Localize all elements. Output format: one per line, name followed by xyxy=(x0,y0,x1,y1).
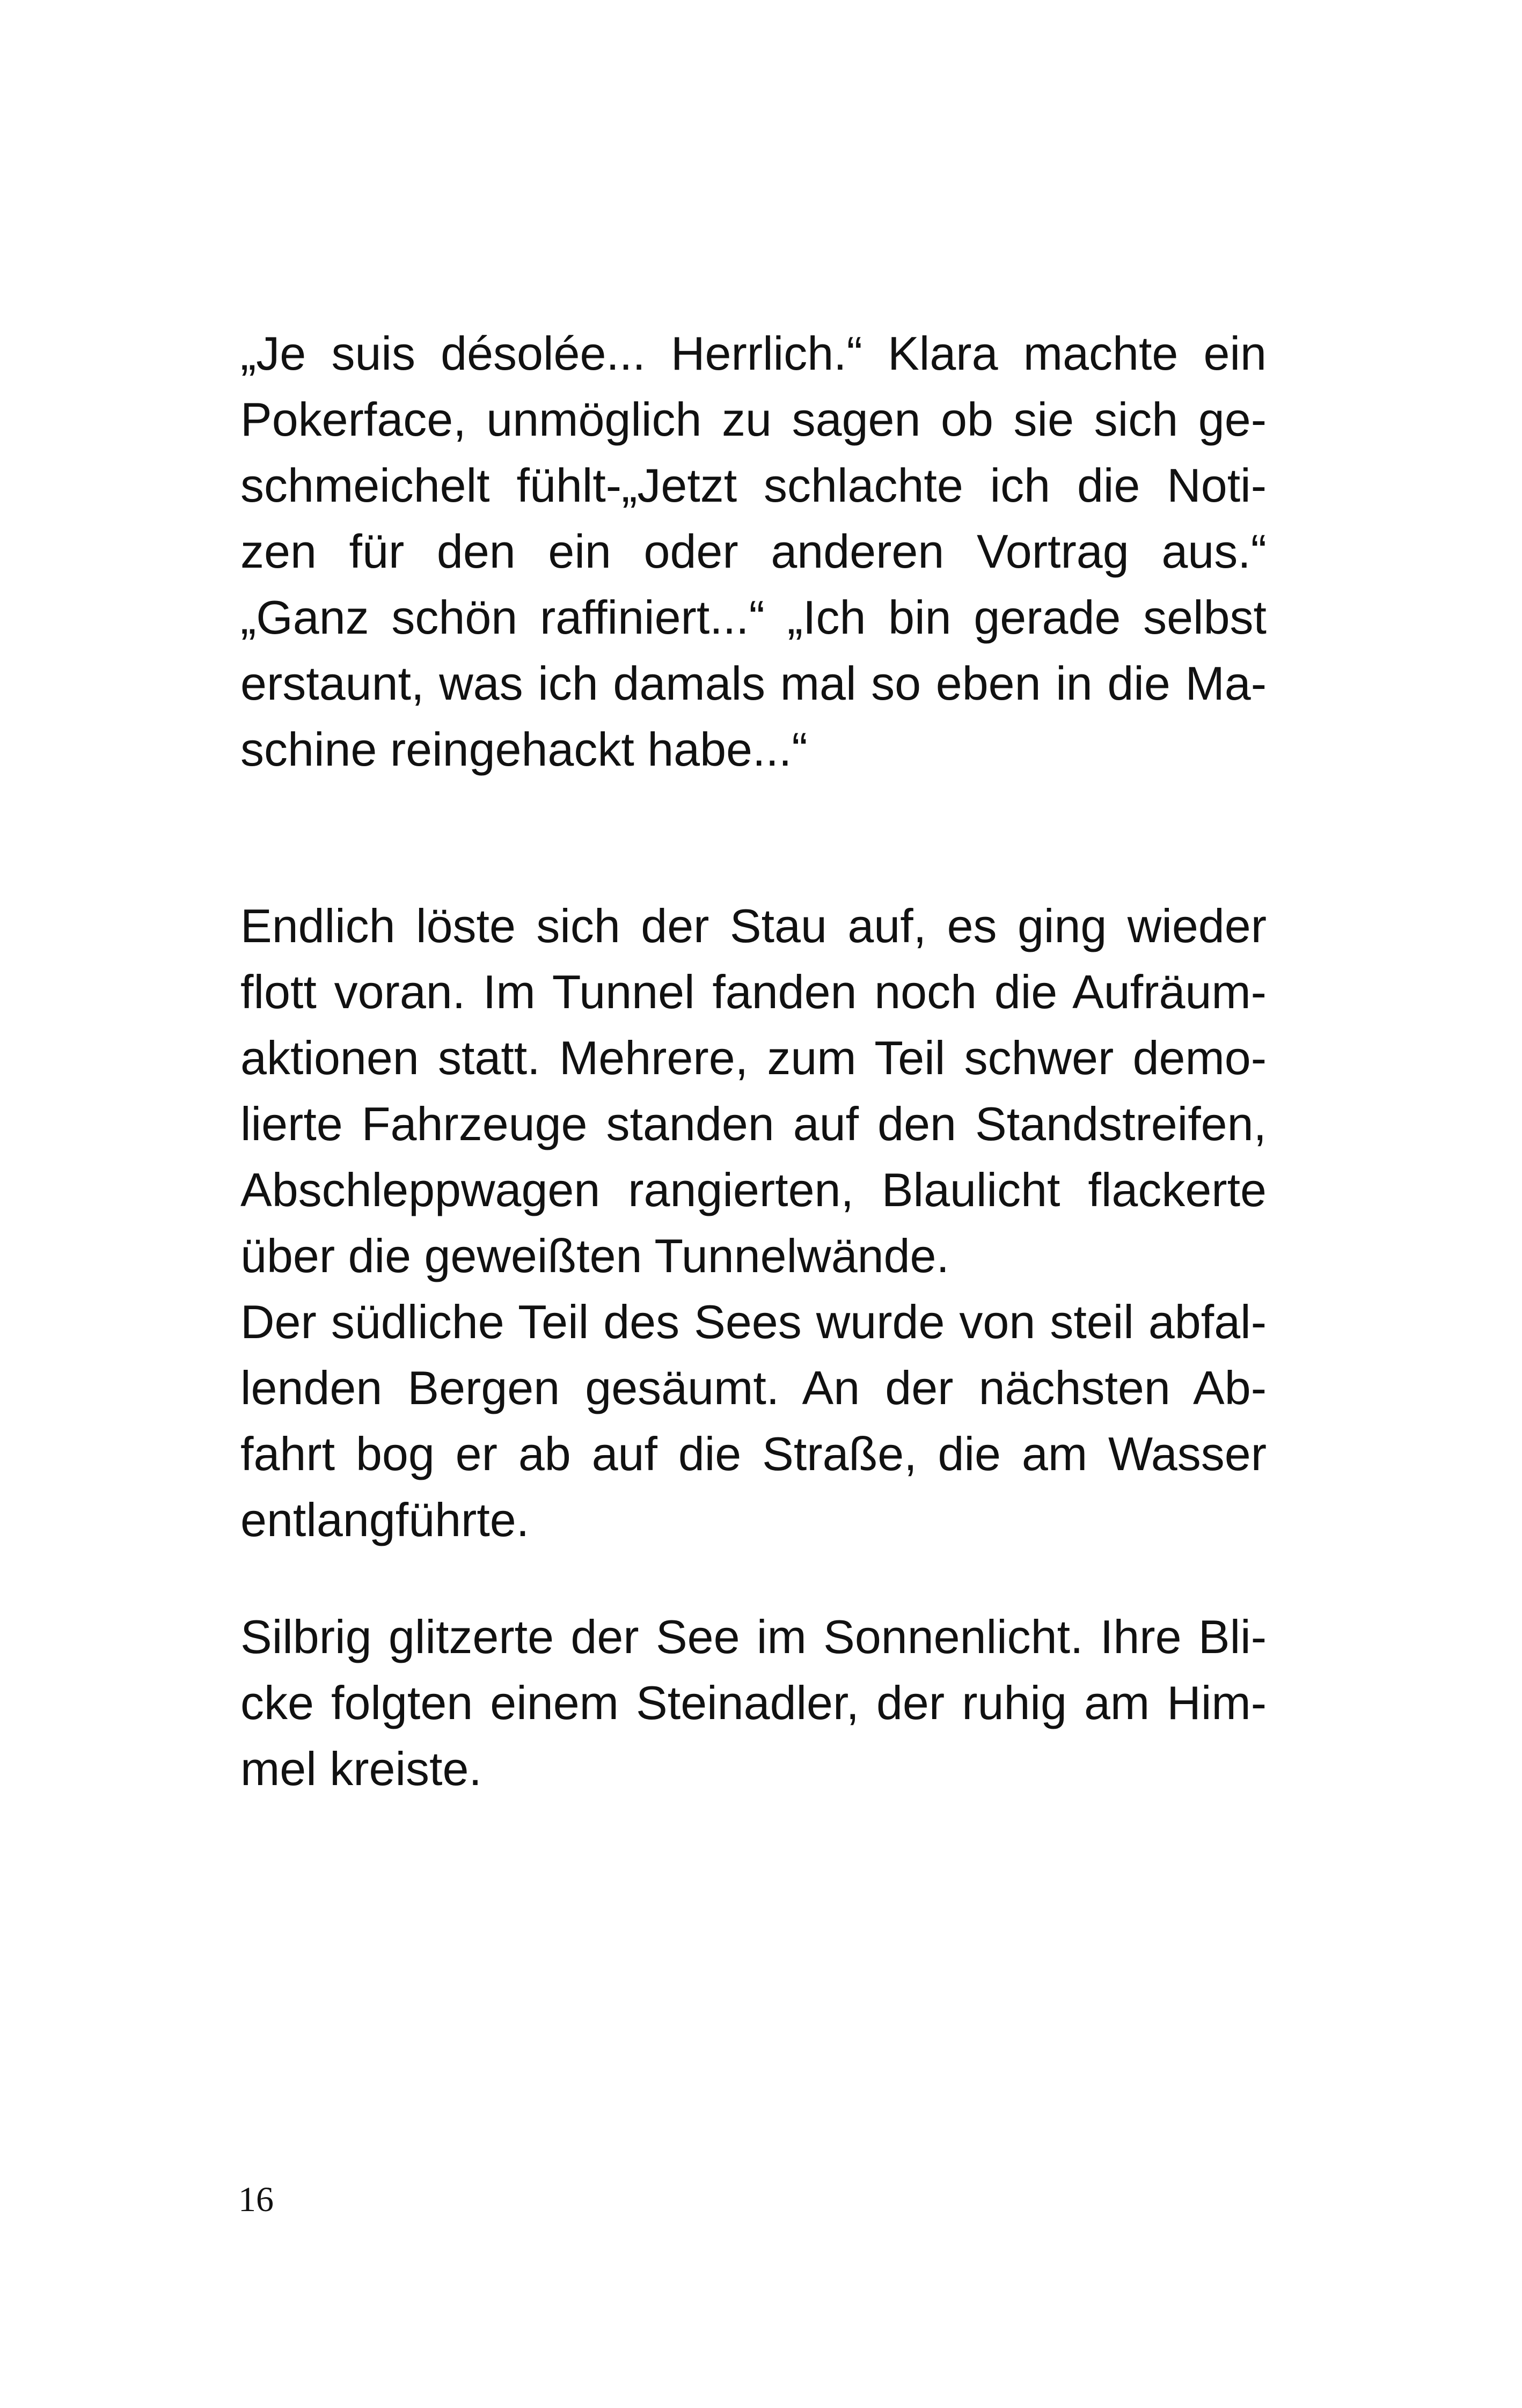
text-line: „Je suis désolée... Herrlich.“ Klara machte ein xyxy=(240,327,1267,380)
text-line: aktionen statt. Mehrere, zum Teil schwer demo- xyxy=(240,1031,1267,1084)
text-line: mel kreiste. xyxy=(240,1742,482,1795)
text-line: lierte Fahrzeuge standen auf den Standstreifen, xyxy=(240,1097,1267,1150)
text-line: lenden Bergen gesäumt. An der nächsten Ab- xyxy=(240,1361,1267,1414)
text-line: Silbrig glitzerte der See im Sonnenlicht. Ihre Bli- xyxy=(240,1610,1267,1663)
text-line: über die geweißten Tunnelwände. xyxy=(240,1229,949,1282)
text-line: Abschleppwagen rangierten, Blaulicht flackerte xyxy=(240,1163,1267,1216)
paragraph-2 xyxy=(240,893,1267,1289)
text-line: fahrt bog er ab auf die Straße, die am Wasser xyxy=(240,1427,1267,1480)
text-line: Der südliche Teil des Sees wurde von steil abfal- xyxy=(240,1295,1267,1348)
text-line: erstaunt, was ich damals mal so eben in die Ma- xyxy=(240,657,1267,710)
paragraph-4 xyxy=(240,1604,1267,1802)
text-line: „Ganz schön raffiniert...“ „Ich bin gerade selbst xyxy=(240,591,1267,644)
text-line: schine reingehackt habe...“ xyxy=(240,723,808,776)
text-line: entlangführte. xyxy=(240,1493,530,1546)
page-number: 16 xyxy=(238,2180,274,2219)
text-line: Endlich löste sich der Stau auf, es ging wieder xyxy=(240,899,1267,952)
text-line: zen für den ein oder anderen Vortrag aus.“ xyxy=(240,525,1267,578)
text-line: flott voran. Im Tunnel fanden noch die Aufräum- xyxy=(240,965,1267,1018)
text-line: schmeichelt fühlt-„Jetzt schlachte ich die Noti- xyxy=(240,459,1267,512)
paragraph-3 xyxy=(240,1289,1267,1553)
paragraph-1 xyxy=(240,320,1267,782)
text-line: Pokerface, unmöglich zu sagen ob sie sich ge- xyxy=(240,393,1267,446)
text-line: cke folgten einem Steinadler, der ruhig am Him- xyxy=(240,1676,1267,1729)
